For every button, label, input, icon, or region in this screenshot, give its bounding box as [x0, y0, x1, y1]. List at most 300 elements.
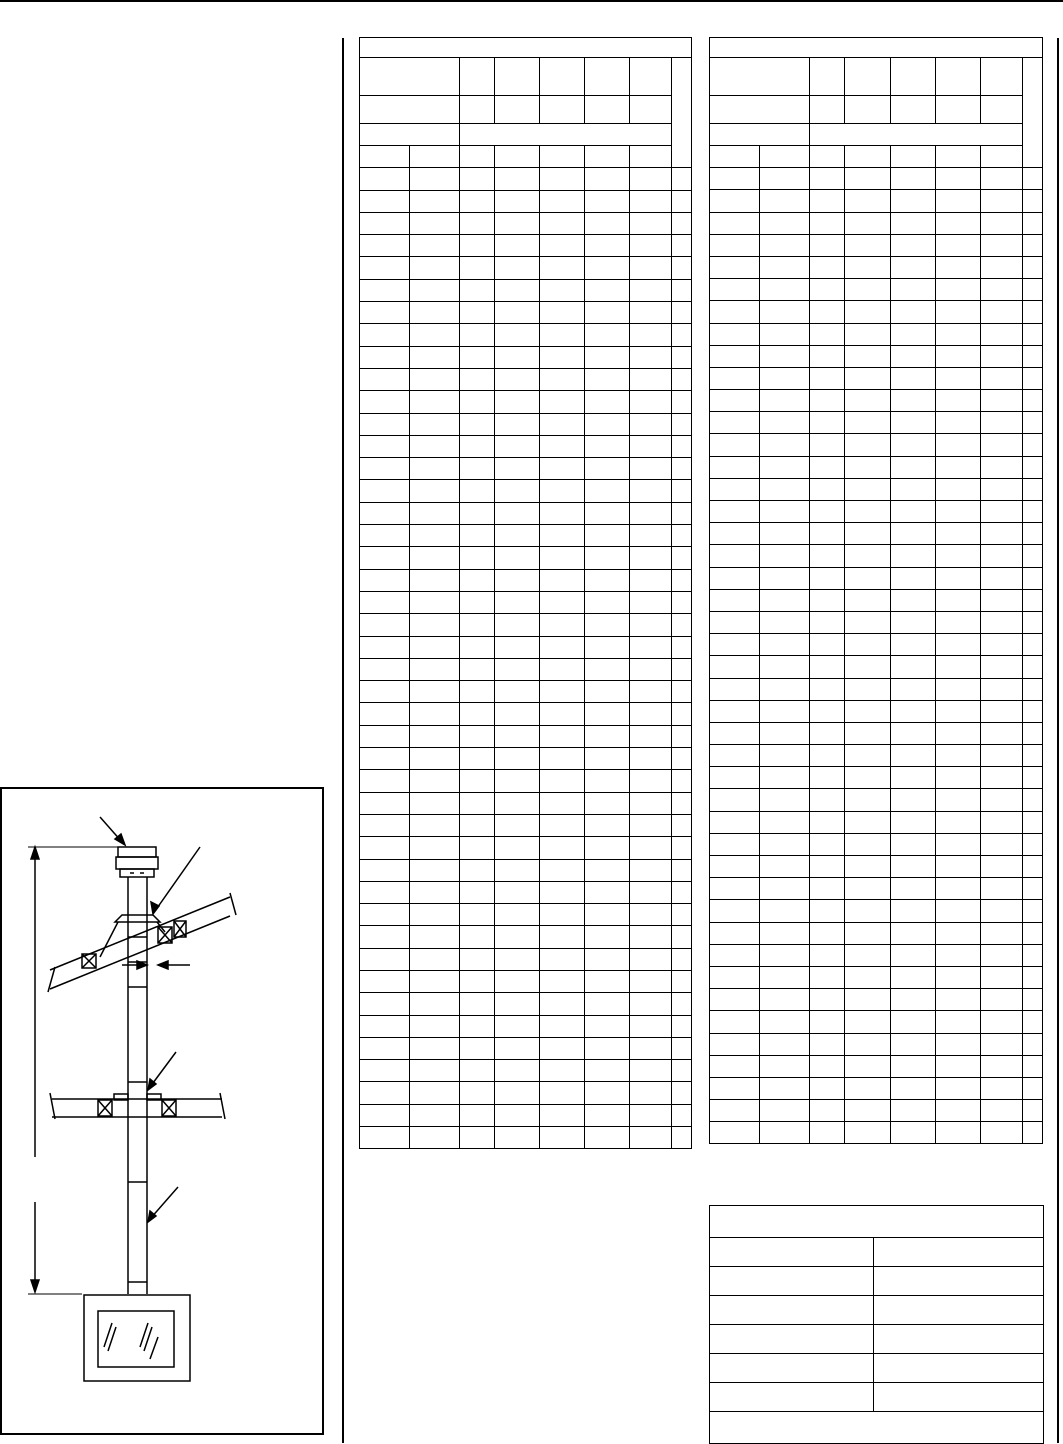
table-cell — [672, 1037, 692, 1059]
table-cell — [845, 301, 890, 323]
table-row — [710, 96, 1043, 124]
table-cell — [980, 390, 1022, 412]
table-row — [360, 435, 692, 457]
table-cell — [760, 323, 810, 345]
table-cell — [360, 814, 410, 836]
table-cell — [710, 1383, 874, 1412]
table-cell — [495, 1082, 540, 1104]
table-cell — [672, 212, 692, 234]
table-cell — [410, 1060, 460, 1082]
table-cell — [460, 302, 495, 324]
table-cell — [980, 966, 1022, 988]
table-cell — [710, 567, 760, 589]
table-cell — [585, 279, 630, 301]
table-cell — [540, 324, 585, 346]
table-cell — [935, 367, 980, 389]
table-cell — [460, 58, 495, 96]
table-cell — [710, 478, 760, 500]
table-cell — [360, 926, 410, 948]
table-cell — [845, 1100, 890, 1122]
table-row — [710, 1354, 1044, 1383]
table-cell — [1022, 1011, 1042, 1033]
table-cell — [630, 547, 672, 569]
table-cell — [890, 434, 935, 456]
table-cell — [845, 323, 890, 345]
table-cell — [890, 1077, 935, 1099]
table-cell — [360, 881, 410, 903]
table-cell — [360, 1060, 410, 1082]
table-cell — [710, 96, 810, 124]
table-cell — [540, 636, 585, 658]
table-cell — [810, 212, 845, 234]
table-row — [360, 368, 692, 390]
table-cell — [874, 1296, 1044, 1325]
table-cell — [980, 856, 1022, 878]
table-cell — [710, 168, 760, 190]
table-cell — [890, 545, 935, 567]
table-cell — [935, 944, 980, 966]
table-cell — [760, 478, 810, 500]
table-cell — [630, 814, 672, 836]
table-cell — [810, 634, 845, 656]
table-cell — [630, 413, 672, 435]
table-cell — [760, 301, 810, 323]
table-cell — [585, 970, 630, 992]
table-cell — [672, 948, 692, 970]
table-cell — [980, 678, 1022, 700]
table-cell — [585, 146, 630, 168]
table-cell — [630, 302, 672, 324]
table-cell — [540, 58, 585, 96]
table-cell — [845, 190, 890, 212]
table-cell — [810, 367, 845, 389]
table-cell — [845, 722, 890, 744]
table-cell — [935, 656, 980, 678]
table-cell — [890, 390, 935, 412]
table-cell — [410, 547, 460, 569]
table-cell — [540, 458, 585, 480]
table-cell — [410, 502, 460, 524]
table-cell — [980, 722, 1022, 744]
table-row — [360, 970, 692, 992]
table-cell — [495, 257, 540, 279]
table-cell — [630, 480, 672, 502]
table-cell — [760, 146, 810, 168]
table-cell — [495, 212, 540, 234]
table-cell — [935, 878, 980, 900]
table-cell — [935, 345, 980, 367]
table-row — [360, 212, 692, 234]
table-row — [360, 1104, 692, 1126]
table-cell — [672, 748, 692, 770]
table-cell — [890, 168, 935, 190]
table-cell — [760, 390, 810, 412]
table-row — [360, 235, 692, 257]
table-cell — [710, 1011, 760, 1033]
table-cell — [980, 989, 1022, 1011]
table-cell — [760, 989, 810, 1011]
table-row — [360, 569, 692, 591]
table-cell — [890, 58, 935, 96]
table-cell — [760, 367, 810, 389]
table-cell — [460, 614, 495, 636]
table-cell — [760, 922, 810, 944]
table-cell — [760, 168, 810, 190]
table-cell — [540, 904, 585, 926]
table-cell — [460, 1127, 495, 1149]
table-cell — [540, 725, 585, 747]
table-cell — [760, 678, 810, 700]
table-row — [710, 1325, 1044, 1354]
table-cell — [935, 589, 980, 611]
table-cell — [495, 814, 540, 836]
table-cell — [890, 767, 935, 789]
table-cell — [935, 856, 980, 878]
table-cell — [460, 435, 495, 457]
table-cell — [710, 323, 760, 345]
table-cell — [360, 413, 410, 435]
table-cell — [460, 257, 495, 279]
table-cell — [540, 525, 585, 547]
table-cell — [845, 878, 890, 900]
table-cell — [360, 725, 410, 747]
table-cell — [710, 811, 760, 833]
table-cell — [935, 96, 980, 124]
table-row — [710, 279, 1043, 301]
table-cell — [630, 235, 672, 257]
table-cell — [495, 480, 540, 502]
table-cell — [935, 523, 980, 545]
table-cell — [410, 859, 460, 881]
table-row — [360, 770, 692, 792]
table-row — [360, 636, 692, 658]
table-cell — [360, 859, 410, 881]
table-cell — [495, 368, 540, 390]
table-cell — [810, 833, 845, 855]
table-cell — [935, 1122, 980, 1144]
table-cell — [935, 478, 980, 500]
table-row — [360, 324, 692, 346]
table-cell — [460, 569, 495, 591]
table-row — [710, 1033, 1043, 1055]
table-cell — [495, 837, 540, 859]
table-row — [710, 501, 1043, 523]
table-cell — [935, 833, 980, 855]
table-cell — [935, 323, 980, 345]
table-cell — [460, 368, 495, 390]
table-cell — [460, 792, 495, 814]
table-row — [710, 966, 1043, 988]
table-cell — [760, 878, 810, 900]
table-cell — [710, 412, 760, 434]
table-cell — [760, 190, 810, 212]
table-cell — [672, 346, 692, 368]
table-cell — [460, 1104, 495, 1126]
table-cell — [630, 391, 672, 413]
table-cell — [845, 922, 890, 944]
table-cell — [672, 926, 692, 948]
table-cell — [810, 722, 845, 744]
table-cell — [845, 96, 890, 124]
table-cell — [672, 725, 692, 747]
table-cell — [760, 767, 810, 789]
table-cell — [710, 279, 760, 301]
table-cell — [410, 591, 460, 613]
table-cell — [540, 168, 585, 190]
table-cell — [810, 1122, 845, 1144]
table-cell — [495, 525, 540, 547]
table-cell — [495, 636, 540, 658]
table-cell — [672, 859, 692, 881]
table-row — [710, 944, 1043, 966]
table-cell — [540, 614, 585, 636]
table-cell — [540, 837, 585, 859]
table-row — [360, 993, 692, 1015]
table-cell — [890, 190, 935, 212]
table-cell — [585, 58, 630, 96]
table-cell — [890, 1033, 935, 1055]
table-cell — [672, 614, 692, 636]
vent-table-left — [359, 37, 692, 1149]
table-cell — [760, 634, 810, 656]
table-row — [710, 678, 1043, 700]
table-cell — [845, 212, 890, 234]
table-row — [710, 1412, 1044, 1444]
table-cell — [540, 859, 585, 881]
table-cell — [710, 345, 760, 367]
table-cell — [760, 1100, 810, 1122]
table-cell — [495, 770, 540, 792]
table-cell — [540, 681, 585, 703]
table-cell — [410, 837, 460, 859]
table-cell — [495, 413, 540, 435]
table-row — [710, 856, 1043, 878]
table-cell — [890, 700, 935, 722]
table-cell — [630, 368, 672, 390]
table-cell — [935, 301, 980, 323]
table-cell — [810, 589, 845, 611]
table-cell — [760, 589, 810, 611]
table-cell — [935, 989, 980, 1011]
table-cell — [845, 234, 890, 256]
table-row — [710, 989, 1043, 1011]
table-cell — [495, 926, 540, 948]
table-cell — [810, 523, 845, 545]
table-cell — [710, 789, 760, 811]
table-cell — [410, 636, 460, 658]
table-cell — [980, 96, 1022, 124]
table-row — [360, 413, 692, 435]
table-row — [710, 745, 1043, 767]
table-cell — [710, 1354, 874, 1383]
table-cell — [1022, 456, 1042, 478]
table-cell — [585, 480, 630, 502]
right-edge-divider — [1057, 38, 1059, 1443]
table-cell — [845, 1055, 890, 1077]
table-row — [710, 478, 1043, 500]
table-cell — [495, 1104, 540, 1126]
table-cell — [540, 881, 585, 903]
table-cell — [810, 58, 845, 96]
table-cell — [980, 412, 1022, 434]
table-cell — [410, 525, 460, 547]
table-cell — [810, 611, 845, 633]
table-cell — [710, 58, 810, 96]
table-cell — [810, 412, 845, 434]
table-cell — [360, 792, 410, 814]
table-cell — [672, 458, 692, 480]
table-cell — [630, 1104, 672, 1126]
table-cell — [845, 767, 890, 789]
table-row — [360, 96, 692, 124]
table-cell — [585, 814, 630, 836]
table-cell — [890, 456, 935, 478]
table-cell — [710, 234, 760, 256]
table-row — [710, 323, 1043, 345]
table-cell — [495, 58, 540, 96]
table-cell — [710, 856, 760, 878]
table-cell — [410, 435, 460, 457]
table-row — [710, 212, 1043, 234]
table-cell — [360, 368, 410, 390]
table-cell — [760, 900, 810, 922]
table-cell — [980, 58, 1022, 96]
table-cell — [980, 811, 1022, 833]
table-cell — [890, 678, 935, 700]
table-row — [360, 58, 692, 96]
table-cell — [585, 681, 630, 703]
table-cell — [360, 435, 410, 457]
table-cell — [540, 146, 585, 168]
table-cell — [845, 545, 890, 567]
table-cell — [672, 168, 692, 190]
table-cell — [360, 970, 410, 992]
table-cell — [1022, 833, 1042, 855]
table-cell — [710, 1033, 760, 1055]
table-cell — [980, 323, 1022, 345]
table-cell — [1022, 212, 1042, 234]
table-cell — [360, 346, 410, 368]
table-row — [360, 146, 692, 168]
table-cell — [495, 792, 540, 814]
table-cell — [845, 1122, 890, 1144]
table-cell — [890, 234, 935, 256]
table-cell — [360, 948, 410, 970]
table-cell — [760, 1011, 810, 1033]
table-cell — [845, 811, 890, 833]
table-cell — [980, 567, 1022, 589]
table-cell — [710, 1296, 874, 1325]
table-cell — [410, 235, 460, 257]
table-cell — [1022, 367, 1042, 389]
table-row — [710, 722, 1043, 744]
table-row — [360, 502, 692, 524]
table-cell — [460, 279, 495, 301]
table-row — [710, 589, 1043, 611]
table-cell — [845, 478, 890, 500]
table-cell — [460, 458, 495, 480]
table-cell — [672, 703, 692, 725]
table-cell — [810, 478, 845, 500]
table-cell — [890, 279, 935, 301]
table-cell — [935, 1011, 980, 1033]
table-row — [710, 523, 1043, 545]
table-cell — [1022, 256, 1042, 278]
table-cell — [585, 904, 630, 926]
table-cell — [540, 658, 585, 680]
table-cell — [935, 212, 980, 234]
table-cell — [760, 412, 810, 434]
table-cell — [460, 235, 495, 257]
table-cell — [874, 1238, 1044, 1267]
table-cell — [540, 346, 585, 368]
table-cell — [810, 124, 1023, 146]
table-cell — [845, 634, 890, 656]
table-cell — [410, 814, 460, 836]
table-cell — [585, 257, 630, 279]
table-cell — [630, 435, 672, 457]
table-cell — [410, 1015, 460, 1037]
small-table — [709, 1205, 1044, 1444]
table-cell — [935, 700, 980, 722]
table-cell — [630, 725, 672, 747]
table-cell — [980, 789, 1022, 811]
table-cell — [630, 993, 672, 1015]
table-cell — [540, 569, 585, 591]
table-cell — [710, 1100, 760, 1122]
table-cell — [1022, 478, 1042, 500]
table-cell — [460, 591, 495, 613]
table-cell — [540, 1037, 585, 1059]
table-cell — [1022, 501, 1042, 523]
table-cell — [672, 96, 692, 124]
table-cell — [495, 1037, 540, 1059]
table-cell — [540, 948, 585, 970]
table-cell — [410, 146, 460, 168]
table-cell — [710, 1122, 760, 1144]
table-row — [710, 168, 1043, 190]
table-row — [710, 789, 1043, 811]
table-cell — [672, 58, 692, 96]
table-cell — [672, 970, 692, 992]
table-row — [360, 658, 692, 680]
table-cell — [495, 1015, 540, 1037]
table-cell — [890, 611, 935, 633]
table-cell — [890, 567, 935, 589]
table-cell — [845, 678, 890, 700]
table-cell — [360, 681, 410, 703]
table-cell — [1022, 878, 1042, 900]
table-row — [710, 1011, 1043, 1033]
table-cell — [672, 190, 692, 212]
table-cell — [710, 966, 760, 988]
table-cell — [935, 900, 980, 922]
table-cell — [810, 1011, 845, 1033]
left-column-text — [10, 40, 310, 740]
table-cell — [585, 413, 630, 435]
table-cell — [410, 368, 460, 390]
table-cell — [460, 658, 495, 680]
table-cell — [760, 523, 810, 545]
table-cell — [585, 96, 630, 124]
table-cell — [410, 748, 460, 770]
table-cell — [410, 658, 460, 680]
table-cell — [672, 480, 692, 502]
table-cell — [360, 190, 410, 212]
table-cell — [672, 235, 692, 257]
table-cell — [935, 678, 980, 700]
table-cell — [1022, 966, 1042, 988]
